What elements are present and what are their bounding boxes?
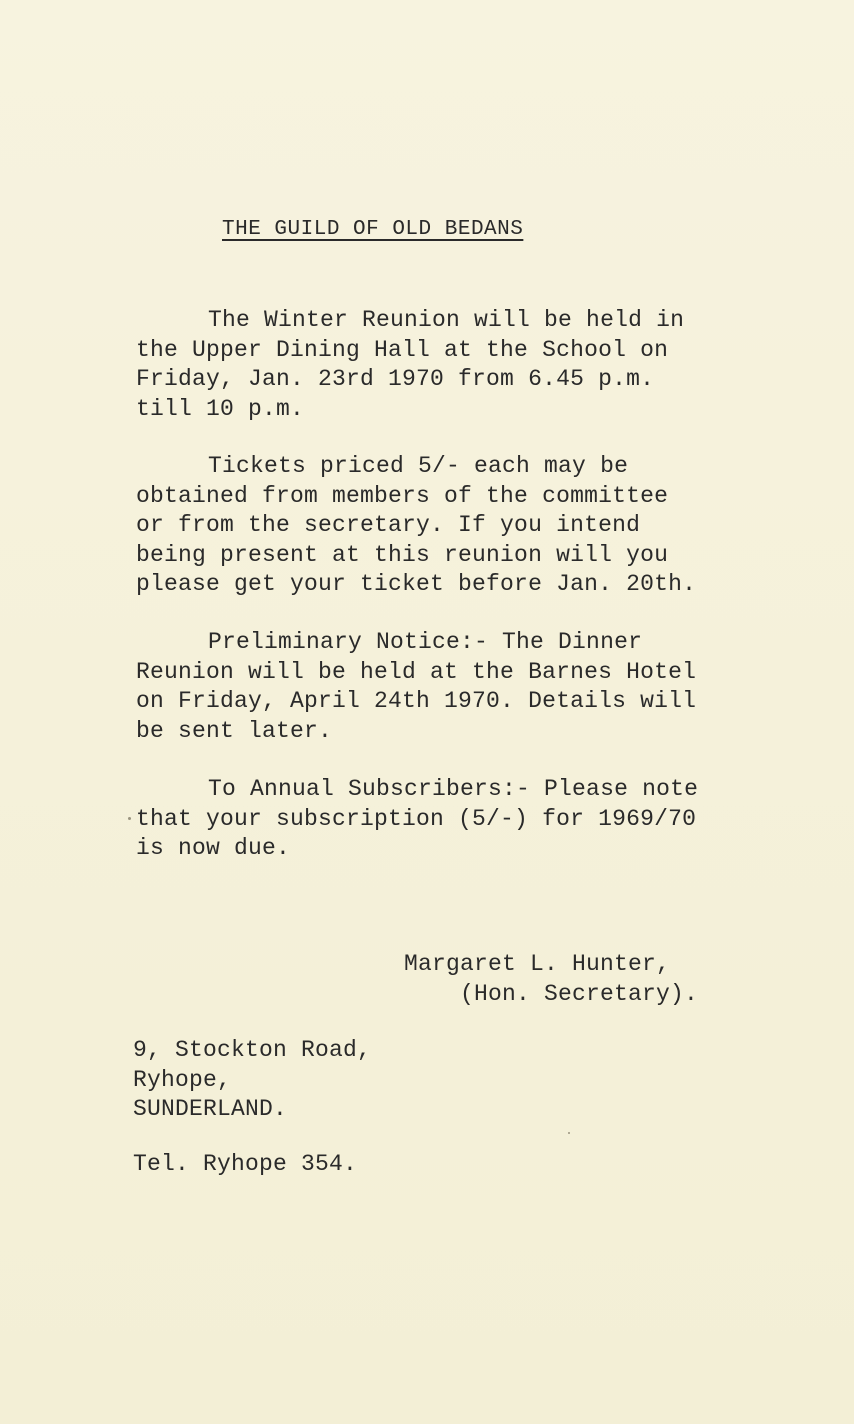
telephone-line: [133, 1150, 357, 1180]
paragraph-line: till 10 p.m.: [136, 395, 305, 422]
paragraph-line: Tickets priced 5/- each may be: [208, 453, 629, 479]
paragraph-line: Reunion will be held at the Barnes Hotel: [136, 658, 697, 685]
signature-block: [404, 950, 698, 1009]
paragraph-line: is now due.: [136, 835, 291, 861]
address-block: [133, 1036, 371, 1125]
paragraph-annual-subscribers: [136, 775, 756, 864]
paragraph-line: please get your ticket before Jan. 20th.: [136, 571, 697, 597]
paper-speck: [568, 1132, 570, 1134]
paragraph-preliminary-notice: [136, 628, 756, 746]
paragraph-line: obtained from members of the committee: [136, 482, 669, 509]
paragraph-line: being present at this reunion will you: [136, 541, 669, 568]
paragraph-winter-reunion: [136, 306, 756, 424]
paragraph-line: the Upper Dining Hall at the School on: [136, 336, 669, 363]
paragraph-line: on Friday, April 24th 1970. Details will: [136, 688, 697, 714]
paragraph-tickets: [136, 452, 756, 600]
paragraph-line: Friday, Jan. 23rd 1970 from 6.45 p.m.: [136, 366, 655, 392]
paragraph-line: Preliminary Notice:- The Dinner: [208, 629, 643, 655]
address-line: Ryhope,: [133, 1066, 232, 1093]
signature-name: Margaret L. Hunter,: [404, 951, 671, 977]
address-line: SUNDERLAND.: [133, 1096, 288, 1122]
paragraph-line: that your subscription (5/-) for 1969/70: [136, 805, 697, 832]
paragraph-line: The Winter Reunion will be held in: [208, 307, 685, 333]
paragraph-line: To Annual Subscribers:- Please note: [208, 776, 699, 802]
telephone-text: Tel. Ryhope 354.: [133, 1151, 358, 1177]
paragraph-line: be sent later.: [136, 717, 333, 744]
paper-speck: [128, 817, 131, 820]
document-title: THE GUILD OF OLD BEDANS: [222, 218, 524, 241]
paragraph-line: or from the secretary. If you intend: [136, 512, 641, 538]
address-line: 9, Stockton Road,: [133, 1037, 372, 1063]
signature-role: (Hon. Secretary).: [460, 980, 699, 1007]
